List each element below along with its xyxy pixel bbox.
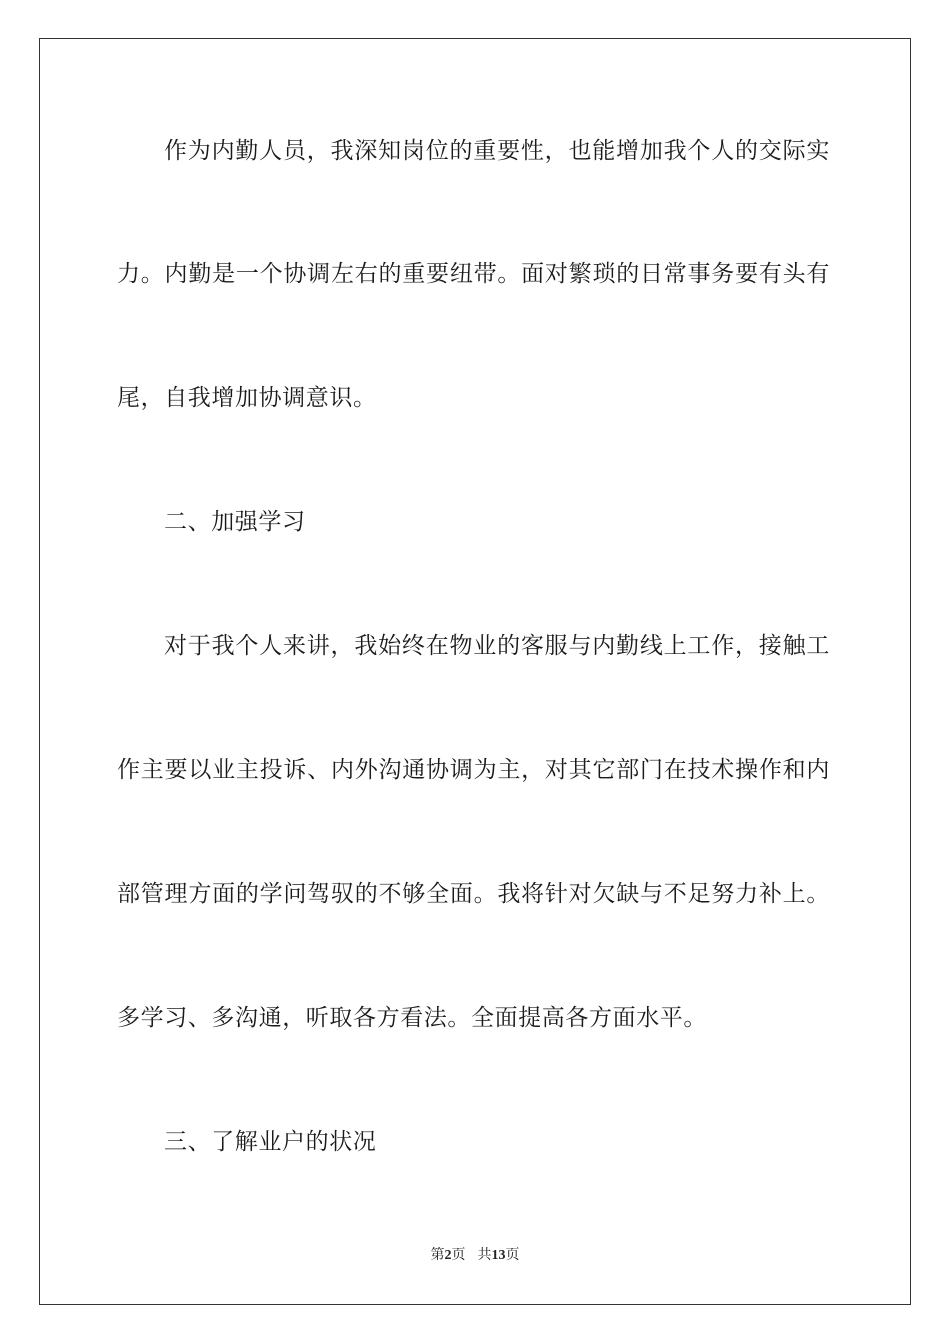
page-footer xyxy=(0,1247,950,1265)
paragraph-2-line-2: 作主要以业主投诉、内外沟通协调为主，对其它部门在技术操作和内 xyxy=(117,757,830,783)
total-suffix: 页 xyxy=(505,1248,520,1263)
paragraph-1-line-3: 尾，自我增加协调意识。 xyxy=(117,385,377,411)
total-pages: 13 xyxy=(491,1248,506,1263)
paragraph-2-line-3: 部管理方面的学问驾驭的不够全面。我将针对欠缺与不足努力补上。 xyxy=(117,881,830,907)
paragraph-2-line-4: 多学习、多沟通，听取各方看法。全面提高各方面水平。 xyxy=(117,1005,707,1031)
page-suffix: 页 xyxy=(451,1248,466,1263)
section-heading-2: 二、加强学习 xyxy=(164,509,306,535)
section-heading-3: 三、了解业户的状况 xyxy=(164,1129,377,1155)
total-prefix: 共 xyxy=(477,1248,492,1263)
page-border xyxy=(39,38,911,1305)
paragraph-1-line-1: 作为内勤人员，我深知岗位的重要性，也能增加我个人的交际实 xyxy=(164,138,830,164)
paragraph-1-line-2: 力。内勤是一个协调左右的重要纽带。面对繁琐的日常事务要有头有 xyxy=(117,261,830,287)
paragraph-2-line-1: 对于我个人来讲，我始终在物业的客服与内勤线上工作，接触工 xyxy=(164,633,830,659)
page-prefix: 第 xyxy=(430,1248,445,1263)
page-number: 2 xyxy=(444,1248,452,1263)
